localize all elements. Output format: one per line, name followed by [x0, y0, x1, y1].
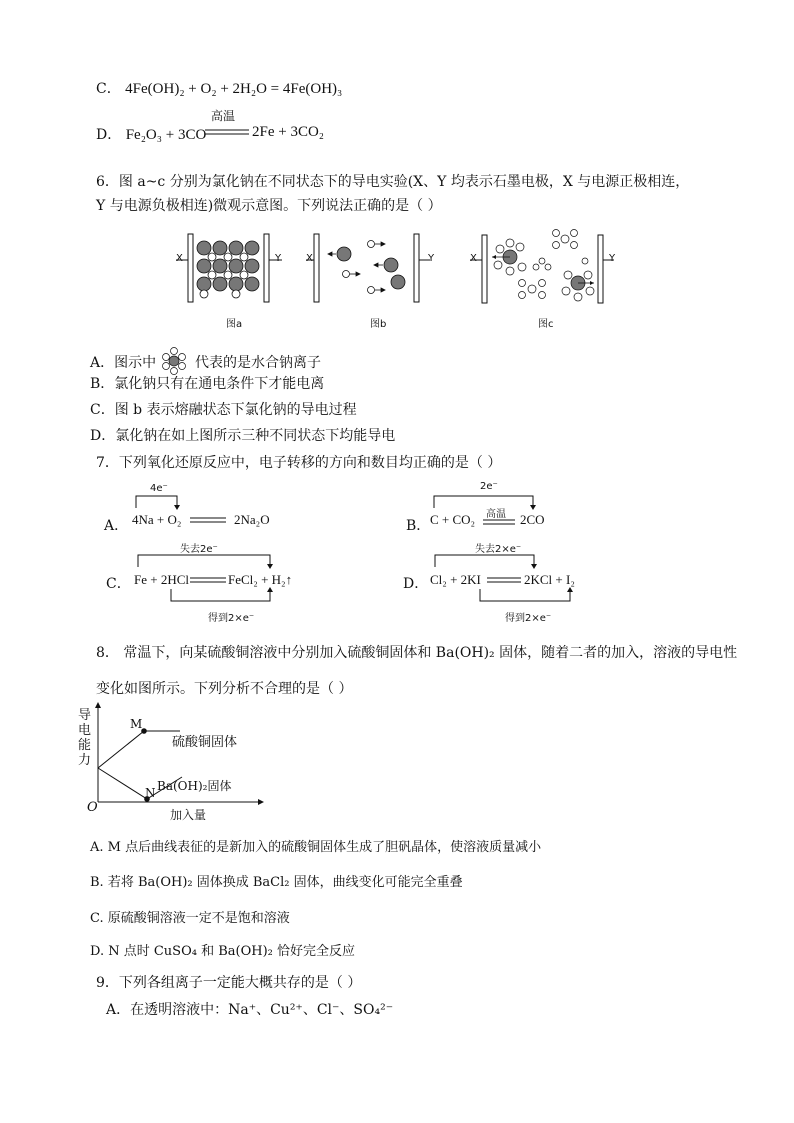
graph-ylabel-1: 导 — [78, 708, 92, 723]
figure-b-molten-nacl — [306, 232, 436, 327]
q8-option-c: C. 原硫酸铜溶液一定不是饱和溶液 — [90, 911, 290, 926]
graph-origin: O — [87, 800, 98, 815]
figure-b-y: Y — [428, 253, 435, 264]
q7-c-label: C． — [106, 576, 131, 592]
q7-d-label: D． — [403, 576, 429, 592]
q7-d-bottom: 得到2×e⁻ — [505, 613, 552, 624]
q8-option-d: D. N 点时 CuSO₄ 和 Ba(OH)₂ 恰好完全反应 — [90, 944, 356, 959]
q7-a-arrow — [135, 494, 195, 514]
q6-option-a-post: 代表的是水合钠离子 — [195, 355, 322, 371]
q6-option-c: C．图 b 表示熔融状态下氯化钠的导电过程 — [90, 402, 357, 418]
q7-b-left: C + CO₂ — [430, 512, 476, 527]
q6-option-a — [90, 347, 321, 375]
figure-b-x: X — [306, 253, 313, 264]
figure-a-y: Y — [275, 253, 282, 264]
q7-b-label: B． — [406, 518, 431, 534]
graph-curve1-label: 硫酸铜固体 — [172, 735, 238, 750]
q5-option-d — [96, 124, 206, 144]
q7-b-condition: 高温 — [486, 509, 506, 520]
figure-a-x: X — [176, 253, 183, 264]
graph-ylabel-3: 能 — [78, 738, 92, 753]
figure-a-solid-nacl — [176, 232, 286, 327]
q9-stem: 9．下列各组离子一定能大概共存的是（ ） — [96, 975, 362, 991]
q5-c-label: C． — [96, 81, 121, 97]
q7-stem: 7．下列氧化还原反应中，电子转移的方向和数目均正确的是（ ） — [96, 455, 502, 471]
q7-b-right: 2CO — [520, 512, 545, 527]
q7-d-left: Cl₂ + 2KI — [430, 572, 481, 587]
q5-d-right: 2Fe + 3CO₂ — [252, 124, 325, 140]
q7-a-right: 2Na₂O — [234, 512, 270, 527]
figure-a-caption: 图a — [226, 319, 243, 330]
figure-c-x: X — [470, 253, 477, 264]
figure-c-nacl-solution — [470, 225, 620, 320]
figure-c-y: Y — [609, 253, 616, 264]
q7-a-left: 4Na + O₂ — [132, 512, 182, 527]
q7-c-bottom: 得到2×e⁻ — [208, 613, 255, 624]
q8-stem-line1: 8． 常温下，向某硫酸铜溶液中分别加入硫酸铜固体和 Ba(OH)₂ 固体，随着二者的加入，溶液的导电性 — [96, 645, 738, 661]
graph-ylabel-4: 力 — [78, 753, 92, 768]
hydrated-ion-icon — [161, 347, 191, 375]
q6-stem-line2: Y 与电源负极相连)微观示意图。下列说法正确的是（ ） — [96, 198, 442, 214]
q8-option-a: A. M 点后曲线表征的是新加入的硫酸铜固体生成了胆矾晶体，使溶液质量减小 — [90, 840, 542, 855]
q8-stem-line2: 变化如图所示。下列分析不合理的是（ ） — [96, 681, 353, 697]
q7-c-right: FeCl₂ + H₂↑ — [228, 572, 293, 587]
graph-curve2-label: Ba(OH)₂固体 — [157, 779, 232, 793]
q5-option-c — [96, 78, 342, 98]
q9-option-a: A．在透明溶液中：Na⁺、Cu²⁺、Cl⁻、SO₄²⁻ — [106, 1002, 394, 1018]
figure-b-caption: 图b — [370, 319, 387, 330]
q7-d-top: 失去2×e⁻ — [475, 544, 522, 555]
q7-b-electrons: 2e⁻ — [480, 481, 498, 492]
q6-option-d: D．氯化钠在如上图所示三种不同状态下均能导电 — [90, 428, 396, 444]
q7-a-label: A． — [104, 518, 129, 534]
q7-c-left: Fe + 2HCl — [134, 572, 190, 587]
q5-c-equation: 4Fe(OH)₂ + O₂ + 2H₂O = 4Fe(OH)₃ — [125, 81, 343, 97]
q5-d-condition: 高温 — [211, 109, 236, 123]
q7-a-electrons: 4e⁻ — [150, 483, 168, 494]
q6-option-b: B．氯化钠只有在通电条件下才能电离 — [90, 376, 325, 392]
curve-cuso4 — [98, 731, 180, 768]
graph-ylabel-2: 电 — [78, 723, 92, 738]
figure-c-caption: 图c — [538, 319, 554, 330]
q7-d-right: 2KCl + I₂ — [524, 572, 575, 587]
graph-xlabel: 加入量 — [170, 808, 207, 822]
q6-stem-line1: 6．图 a~c 分别为氯化钠在不同状态下的导电实验(X、Y 均表示石墨电极，X 与电源正极相连， — [96, 174, 690, 190]
figure-a-lattice — [197, 241, 259, 291]
q5-d-label: D． — [96, 127, 122, 143]
q6-option-a-pre: A．图示中 — [90, 355, 157, 371]
graph-label-n: N — [145, 786, 156, 800]
q7-c-top: 失去2e⁻ — [180, 544, 218, 555]
q8-option-b: B. 若将 Ba(OH)₂ 固体换成 BaCl₂ 固体，曲线变化可能完全重叠 — [90, 875, 463, 890]
q5-d-left: Fe₂O₃ + 3CO — [125, 127, 207, 143]
graph-label-m: M — [130, 717, 143, 731]
